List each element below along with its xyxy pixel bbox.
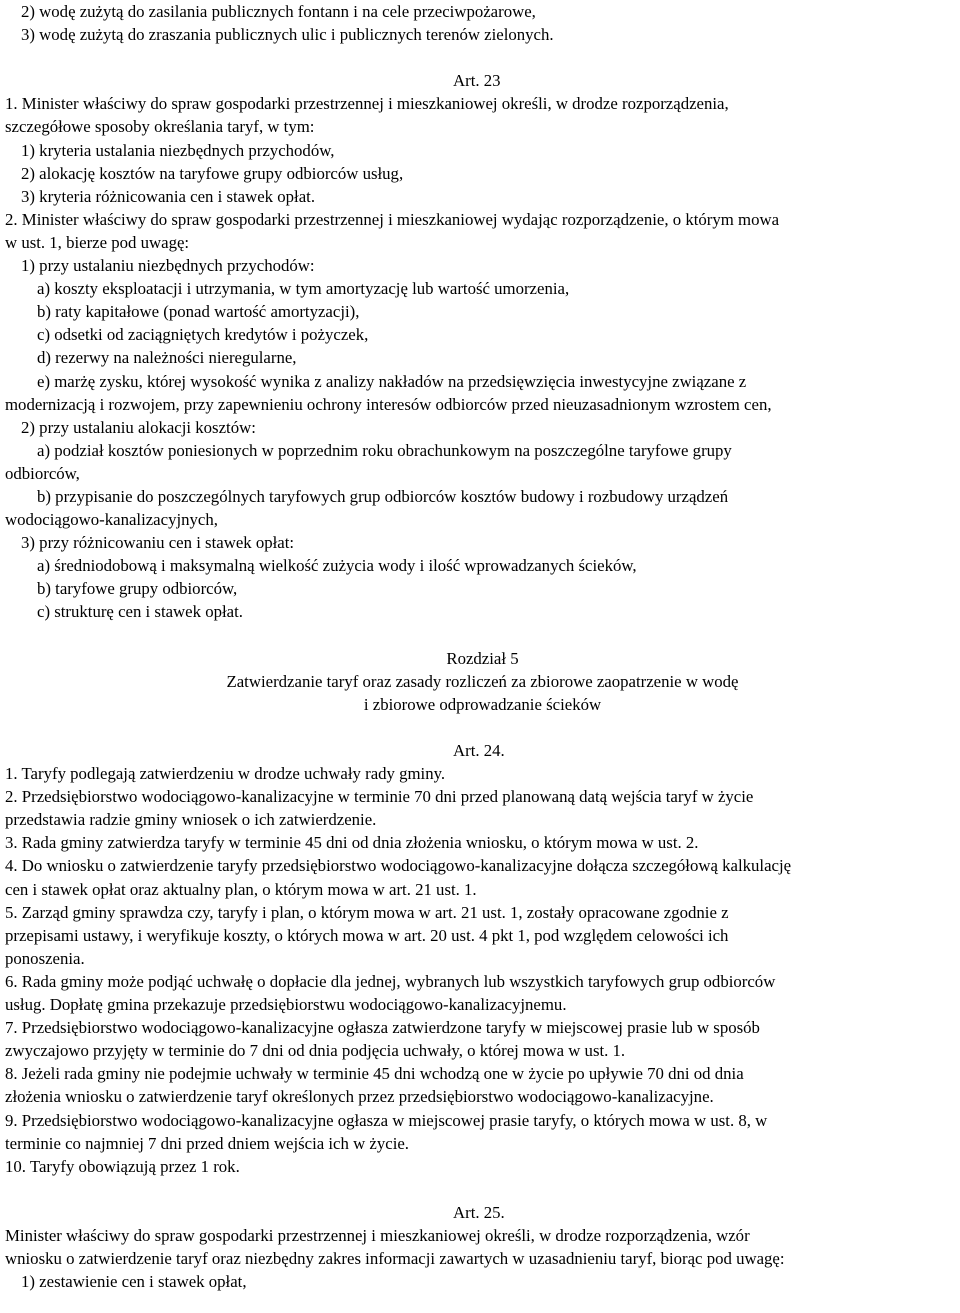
- chapter-number: Rozdział 5: [446, 648, 519, 668]
- article-heading-24: Art. 24.: [453, 741, 505, 760]
- paragraph-line: 9. Przedsiębiorstwo wodociągowo-kanalizacyjne ogłasza w miejscowej prasie taryfy, o których mowa w ust. 8, w: [5, 1110, 768, 1130]
- paragraph-line: usług. Dopłatę gmina przekazuje przedsiębiorstwu wodociągowo-kanalizacyjnemu.: [5, 995, 567, 1015]
- chapter-title: i zbiorowe odprowadzanie ścieków: [363, 694, 602, 714]
- paragraph-line: 4. Do wniosku o zatwierdzenie taryfy przedsiębiorstwo wodociągowo-kanalizacyjne dołącza szczegółową kalkulację: [5, 856, 792, 876]
- paragraph-line: w ust. 1, bierze pod uwagę:: [5, 232, 190, 252]
- paragraph-line: złożenia wniosku o zatwierdzenie taryf określonych przez przedsiębiorstwo wodociągowo-kanalizacyjne.: [5, 1087, 714, 1107]
- list-item: 3) kryteria różnicowania cen i stawek opłat.: [21, 186, 316, 206]
- list-item: 3) wodę zużytą do zraszania publicznych ulic i publicznych terenów zielonych.: [21, 25, 554, 45]
- paragraph-line: wodociągowo-kanalizacyjnych,: [5, 510, 218, 530]
- paragraph-line: 1. Minister właściwy do spraw gospodarki przestrzennej i mieszkaniowej określi, w drodze rozporządzenia,: [5, 94, 729, 114]
- sub-item: c) odsetki od zaciągniętych kredytów i pożyczek,: [37, 325, 369, 345]
- list-item: 3) przy różnicowaniu cen i stawek opłat:: [21, 533, 295, 553]
- chapter-title: Zatwierdzanie taryf oraz zasady rozliczeń za zbiorowe zaopatrzenie w wodę: [226, 671, 739, 691]
- list-item: 1) przy ustalaniu niezbędnych przychodów:: [21, 256, 315, 276]
- sub-item: c) strukturę cen i stawek opłat.: [37, 602, 243, 622]
- list-item: 2) wodę zużytą do zasilania publicznych fontann i na cele przeciwpożarowe,: [21, 2, 536, 21]
- sub-item: a) koszty eksploatacji i utrzymania, w tym amortyzację lub wartość umorzenia,: [37, 279, 570, 299]
- paragraph-line: zwyczajowo przyjęty w terminie do 7 dni od dnia podjęcia uchwały, o której mowa w ust. 1.: [5, 1041, 626, 1061]
- paragraph-line: 8. Jeżeli rada gminy nie podejmie uchwały w terminie 45 dni wchodzą one w życie po upływie 70 dni od dnia: [5, 1064, 744, 1084]
- paragraph-line: przedstawia radzie gminy wniosek o ich zatwierdzenie.: [5, 810, 377, 830]
- paragraph-line: szczegółowe sposoby określania taryf, w tym:: [5, 117, 315, 137]
- list-item: 2) przy ustalaniu alokacji kosztów:: [21, 417, 256, 437]
- paragraph-line: cen i stawek opłat oraz aktualny plan, o którym mowa w art. 21 ust. 1.: [5, 879, 477, 899]
- paragraph-line: 3. Rada gminy zatwierdza taryfy w terminie 45 dni od dnia złożenia wniosku, o którym mowa w ust. 2.: [5, 833, 699, 853]
- paragraph-line: wniosku o zatwierdzenie taryf oraz niezbędny zakres informacji zawartych w uzasadnieniu taryf, biorąc pod uwagę:: [5, 1249, 785, 1269]
- article-heading-23: Art. 23: [453, 71, 501, 91]
- sub-item: d) rezerwy na należności nieregularne,: [37, 348, 297, 368]
- list-item: 1) kryteria ustalania niezbędnych przychodów,: [21, 140, 335, 160]
- sub-item: b) taryfowe grupy odbiorców,: [37, 579, 238, 599]
- list-item: 2) alokację kosztów na taryfowe grupy odbiorców usług,: [21, 163, 404, 183]
- paragraph-line: przepisami ustawy, i weryfikuje koszty, o których mowa w art. 20 ust. 4 pkt 1, pod względem celowości ich: [5, 925, 729, 945]
- sub-item: b) raty kapitałowe (ponad wartość amortyzacji),: [37, 302, 360, 322]
- paragraph-line: terminie co najmniej 7 dni przed dniem wejścia ich w życie.: [5, 1133, 410, 1153]
- sub-item: b) przypisanie do poszczególnych taryfowych grup odbiorców kosztów budowy i rozbudowy urządzeń: [37, 486, 729, 506]
- sub-item: e) marżę zysku, której wysokość wynika z analizy nakładów na przedsięwzięcia inwestycyjne związane z: [37, 371, 747, 391]
- paragraph-line: 2. Minister właściwy do spraw gospodarki przestrzennej i mieszkaniowej wydając rozporządzenie, o którym mowa: [5, 209, 780, 229]
- paragraph-line: modernizacją i rozwojem, przy zapewnieniu ochrony interesów odbiorców przed nieuzasadnionym wzrostem cen,: [5, 394, 772, 414]
- paragraph-line: Minister właściwy do spraw gospodarki przestrzennej i mieszkaniowej określi, w drodze rozporządzenia, wzór: [5, 1225, 750, 1245]
- paragraph-line: 6. Rada gminy może podjąć uchwałę o dopłacie dla jednej, wybranych lub wszystkich taryfowych grup odbiorców: [5, 971, 776, 991]
- list-item: 1) zestawienie cen i stawek opłat,: [21, 1272, 247, 1292]
- paragraph-line: ponoszenia.: [5, 948, 85, 968]
- paragraph-line: 1. Taryfy podlegają zatwierdzeniu w drodze uchwały rady gminy.: [5, 764, 446, 784]
- paragraph-line: 5. Zarząd gminy sprawdza czy, taryfy i plan, o którym mowa w art. 21 ust. 1, zostały opracowane zgodnie z: [5, 902, 729, 922]
- sub-item: a) podział kosztów poniesionych w poprzednim roku obrachunkowym na poszczególne taryfowe grupy: [37, 440, 732, 460]
- sub-item: a) średniodobową i maksymalną wielkość zużycia wody i ilość wprowadzanych ścieków,: [37, 556, 637, 576]
- article-heading-25: Art. 25.: [453, 1202, 505, 1222]
- document-page: [5, 0, 960, 1293]
- paragraph-line: 2. Przedsiębiorstwo wodociągowo-kanalizacyjne w terminie 70 dni przed planowaną datą wejścia taryf w życie: [5, 787, 754, 807]
- paragraph-line: 10. Taryfy obowiązują przez 1 rok.: [5, 1156, 240, 1176]
- paragraph-line: odbiorców,: [5, 463, 80, 483]
- paragraph-line: 7. Przedsiębiorstwo wodociągowo-kanalizacyjne ogłasza zatwierdzone taryfy w miejscowej prasie lub w sposób: [5, 1018, 760, 1038]
